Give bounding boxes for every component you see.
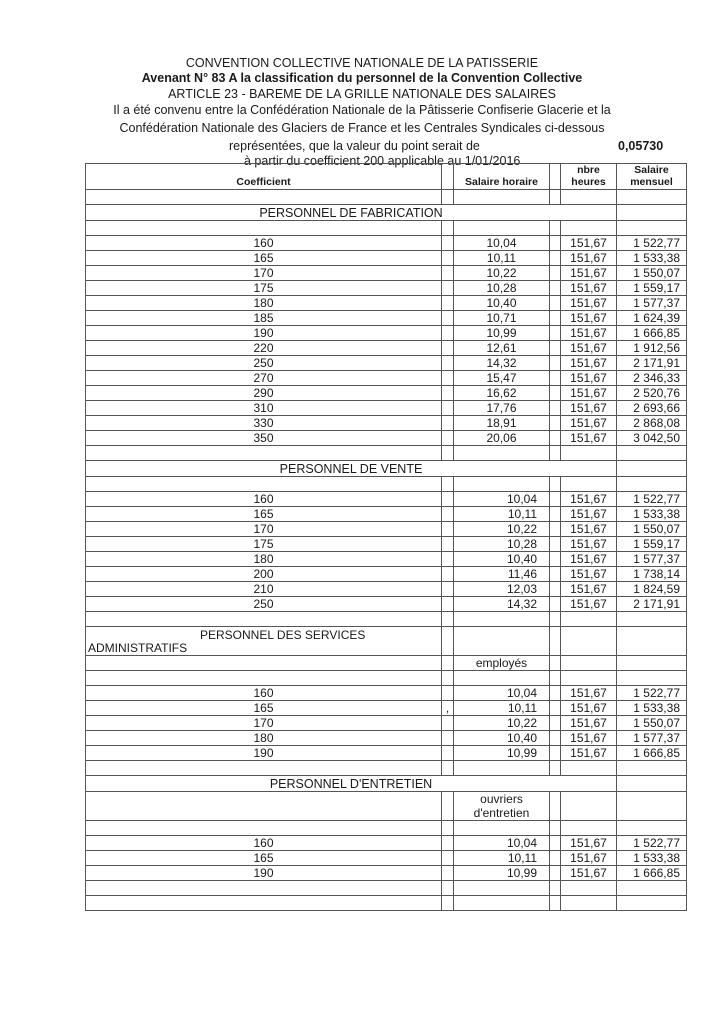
table-row: [86, 731, 687, 746]
salaire-horaire-cell: 10,99: [454, 326, 550, 341]
salaire-horaire-cell: 11,46: [454, 567, 550, 582]
nbre-heures-cell: 151,67: [561, 597, 617, 612]
salaire-horaire-cell: 18,91: [454, 416, 550, 431]
table-row: [86, 537, 687, 552]
section-entretien: [86, 776, 687, 792]
salaire-mensuel-cell: 1 559,17: [617, 281, 687, 296]
salaire-horaire-cell: 10,04: [454, 836, 550, 851]
salaire-horaire-cell: 10,04: [454, 686, 550, 701]
salaire-horaire-cell: 10,04: [454, 236, 550, 251]
salaire-horaire-cell: 14,32: [454, 356, 550, 371]
avenant-title: Avenant N° 83 A la classification du personnel de la Convention Collective: [141, 71, 583, 85]
salaire-mensuel-cell: 1 666,85: [617, 746, 687, 761]
coefficient-cell: 290: [86, 386, 442, 401]
salaire-mensuel-cell: 1 522,77: [617, 836, 687, 851]
section-title: PERSONNEL DES SERVICES ADMINISTRATIFS: [86, 627, 442, 656]
salaire-horaire-cell: 10,11: [454, 507, 550, 522]
nbre-heures-cell: 151,67: [561, 866, 617, 881]
nbre-heures-cell: 151,67: [561, 341, 617, 356]
coefficient-cell: 170: [86, 266, 442, 281]
table-row: [86, 341, 687, 356]
subtitle-ouvriers: ouvriers d'entretien: [454, 792, 550, 821]
section-title: PERSONNEL D'ENTRETIEN: [86, 776, 617, 792]
table-row: [86, 582, 687, 597]
table-row: [86, 552, 687, 567]
empty-row: [86, 446, 687, 461]
coefficient-cell: 180: [86, 552, 442, 567]
table-row: [86, 522, 687, 537]
salaire-mensuel-cell: 1 522,77: [617, 686, 687, 701]
empty-row: [86, 221, 687, 236]
section-administratifs: [86, 627, 687, 656]
table-row: [86, 386, 687, 401]
table-row: [86, 686, 687, 701]
nbre-heures-cell: 151,67: [561, 431, 617, 446]
salaire-horaire-cell: 10,11: [454, 701, 550, 716]
salaire-mensuel-cell: 2 868,08: [617, 416, 687, 431]
coefficient-cell: 190: [86, 746, 442, 761]
nbre-heures-cell: 151,67: [561, 836, 617, 851]
salaire-horaire-cell: 10,40: [454, 552, 550, 567]
table-row: [86, 371, 687, 386]
section-title: PERSONNEL DE FABRICATION: [86, 205, 617, 221]
salaire-mensuel-cell: 1 577,37: [617, 731, 687, 746]
subtitle-row: [86, 656, 687, 671]
salaire-mensuel-cell: 1 577,37: [617, 552, 687, 567]
salaire-mensuel-cell: 2 693,66: [617, 401, 687, 416]
coefficient-cell: 160: [86, 686, 442, 701]
nbre-heures-cell: 151,67: [561, 492, 617, 507]
nbre-heures-cell: 151,67: [561, 731, 617, 746]
salaire-mensuel-cell: 2 171,91: [617, 597, 687, 612]
col-header-coefficient: Coefficient: [86, 164, 442, 190]
table-row: [86, 746, 687, 761]
coefficient-cell: 250: [86, 356, 442, 371]
coefficient-cell: 175: [86, 537, 442, 552]
empty-row: [86, 881, 687, 896]
col-header-salaire-mensuel: Salaire mensuel: [617, 164, 687, 190]
salaire-horaire-cell: 10,22: [454, 716, 550, 731]
table-row: [86, 492, 687, 507]
coefficient-cell: 170: [86, 716, 442, 731]
coefficient-cell: 190: [86, 866, 442, 881]
salaire-mensuel-cell: 2 346,33: [617, 371, 687, 386]
nbre-heures-cell: 151,67: [561, 746, 617, 761]
coefficient-cell: 200: [86, 567, 442, 582]
salaire-horaire-cell: 10,22: [454, 266, 550, 281]
salaire-mensuel-cell: 1 522,77: [617, 236, 687, 251]
salaire-mensuel-cell: 1 624,39: [617, 311, 687, 326]
nbre-heures-cell: 151,67: [561, 356, 617, 371]
coefficient-cell: 165: [86, 701, 442, 716]
table-row: [86, 836, 687, 851]
salaire-mensuel-cell: 1 533,38: [617, 851, 687, 866]
nbre-heures-cell: 151,67: [561, 701, 617, 716]
coefficient-cell: 165: [86, 251, 442, 266]
nbre-heures-cell: 151,67: [561, 281, 617, 296]
salaire-horaire-cell: 10,22: [454, 522, 550, 537]
coefficient-cell: 165: [86, 851, 442, 866]
table-header-row: [86, 164, 687, 190]
coefficient-cell: 250: [86, 597, 442, 612]
coefficient-cell: 180: [86, 731, 442, 746]
nbre-heures-cell: 151,67: [561, 851, 617, 866]
table-row: [86, 281, 687, 296]
coefficient-cell: 160: [86, 236, 442, 251]
nbre-heures-cell: 151,67: [561, 386, 617, 401]
nbre-heures-cell: 151,67: [561, 371, 617, 386]
nbre-heures-cell: 151,67: [561, 311, 617, 326]
salaire-horaire-cell: 10,04: [454, 492, 550, 507]
table-row: [86, 326, 687, 341]
table-row: [86, 401, 687, 416]
salaire-mensuel-cell: 1 550,07: [617, 266, 687, 281]
salaire-mensuel-cell: 3 042,50: [617, 431, 687, 446]
salaire-mensuel-cell: 1 666,85: [617, 866, 687, 881]
table-row: [86, 597, 687, 612]
table-row: [86, 567, 687, 582]
salaire-horaire-cell: 12,03: [454, 582, 550, 597]
empty-row: [86, 190, 687, 205]
table-row: [86, 251, 687, 266]
table-row: [86, 416, 687, 431]
nbre-heures-cell: 151,67: [561, 716, 617, 731]
section-title: PERSONNEL DE VENTE: [86, 461, 617, 477]
nbre-heures-cell: 151,67: [561, 537, 617, 552]
intro-line-1: Il a été convenu entre la Confédération Nationale de la Pâtisserie Confiserie Glacerie et la: [113, 103, 611, 117]
coefficient-cell: 175: [86, 281, 442, 296]
nbre-heures-cell: 151,67: [561, 552, 617, 567]
salaire-mensuel-cell: 1 522,77: [617, 492, 687, 507]
salaire-mensuel-cell: 1 550,07: [617, 716, 687, 731]
nbre-heures-cell: 151,67: [561, 686, 617, 701]
salaire-horaire-cell: 10,11: [454, 251, 550, 266]
empty-row: [86, 896, 687, 911]
coefficient-cell: 185: [86, 311, 442, 326]
salaire-horaire-cell: 10,11: [454, 851, 550, 866]
intro-line-4: à partir du coefficient 200 applicable au 1/01/2016: [244, 154, 521, 168]
empty-row: [86, 671, 687, 686]
nbre-heures-cell: 151,67: [561, 567, 617, 582]
salaire-mensuel-cell: 1 912,56: [617, 341, 687, 356]
col-header-nbre-heures: nbre heures: [561, 164, 617, 190]
salaire-mensuel-cell: 2 171,91: [617, 356, 687, 371]
salaire-horaire-cell: 10,99: [454, 746, 550, 761]
coefficient-cell: 310: [86, 401, 442, 416]
article-title: ARTICLE 23 - BAREME DE LA GRILLE NATIONALE DES SALAIRES: [168, 87, 556, 101]
col-header-salaire-horaire: Salaire horaire: [454, 164, 550, 190]
salaire-mensuel-cell: 1 559,17: [617, 537, 687, 552]
coefficient-cell: 180: [86, 296, 442, 311]
document-title: CONVENTION COLLECTIVE NATIONALE DE LA PATISSERIE: [185, 56, 539, 70]
salaire-horaire-cell: 15,47: [454, 371, 550, 386]
salaire-mensuel-cell: 1 824,59: [617, 582, 687, 597]
coefficient-cell: 170: [86, 522, 442, 537]
subtitle-employes: employés: [454, 656, 550, 671]
empty-row: [86, 761, 687, 776]
intro-line-2: Confédération Nationale des Glaciers de France et les Centrales Syndicales ci-dessous: [119, 121, 605, 135]
salaire-horaire-cell: 14,32: [454, 597, 550, 612]
salaire-horaire-cell: 17,76: [454, 401, 550, 416]
empty-row: [86, 477, 687, 492]
nbre-heures-cell: 151,67: [561, 326, 617, 341]
nbre-heures-cell: 151,67: [561, 266, 617, 281]
table-row: [86, 236, 687, 251]
coefficient-cell: 330: [86, 416, 442, 431]
section-fabrication: [86, 205, 687, 221]
table-row: [86, 311, 687, 326]
coefficient-cell: 165: [86, 507, 442, 522]
section-vente: [86, 461, 687, 477]
table-row: [86, 266, 687, 281]
coefficient-cell: 160: [86, 836, 442, 851]
nbre-heures-cell: 151,67: [561, 236, 617, 251]
table-row: [86, 431, 687, 446]
salaire-mensuel-cell: 1 738,14: [617, 567, 687, 582]
table-row: [86, 701, 687, 716]
coefficient-cell: 160: [86, 492, 442, 507]
salaire-horaire-cell: 10,71: [454, 311, 550, 326]
salaire-mensuel-cell: 2 520,76: [617, 386, 687, 401]
salaire-horaire-cell: 10,28: [454, 537, 550, 552]
coefficient-cell: 350: [86, 431, 442, 446]
point-value: 0,05730: [618, 139, 664, 153]
salaire-mensuel-cell: 1 550,07: [617, 522, 687, 537]
nbre-heures-cell: 151,67: [561, 582, 617, 597]
nbre-heures-cell: 151,67: [561, 416, 617, 431]
nbre-heures-cell: 151,67: [561, 507, 617, 522]
salaire-horaire-cell: 12,61: [454, 341, 550, 356]
salaire-horaire-cell: 10,28: [454, 281, 550, 296]
salaire-horaire-cell: 20,06: [454, 431, 550, 446]
subtitle-row: [86, 792, 687, 821]
salaire-horaire-cell: 10,99: [454, 866, 550, 881]
empty-row: [86, 821, 687, 836]
table-row: [86, 356, 687, 371]
coefficient-cell: 190: [86, 326, 442, 341]
salaire-mensuel-cell: 1 533,38: [617, 701, 687, 716]
salary-grid-table: [85, 163, 687, 911]
nbre-heures-cell: 151,67: [561, 522, 617, 537]
salaire-mensuel-cell: 1 533,38: [617, 507, 687, 522]
salaire-mensuel-cell: 1 666,85: [617, 326, 687, 341]
coefficient-cell: 220: [86, 341, 442, 356]
nbre-heures-cell: 151,67: [561, 401, 617, 416]
table-row: [86, 716, 687, 731]
coefficient-cell: 270: [86, 371, 442, 386]
nbre-heures-cell: 151,67: [561, 296, 617, 311]
table-row: [86, 866, 687, 881]
salaire-horaire-cell: 16,62: [454, 386, 550, 401]
table-row: [86, 296, 687, 311]
salaire-horaire-cell: 10,40: [454, 296, 550, 311]
salaire-horaire-cell: 10,40: [454, 731, 550, 746]
coefficient-cell: 210: [86, 582, 442, 597]
nbre-heures-cell: 151,67: [561, 251, 617, 266]
table-row: [86, 851, 687, 866]
table-row: [86, 507, 687, 522]
empty-row: [86, 612, 687, 627]
salaire-mensuel-cell: 1 577,37: [617, 296, 687, 311]
intro-line-3: représentées, que la valeur du point serait de: [229, 139, 480, 153]
salaire-mensuel-cell: 1 533,38: [617, 251, 687, 266]
stray-mark: ,: [442, 701, 454, 716]
